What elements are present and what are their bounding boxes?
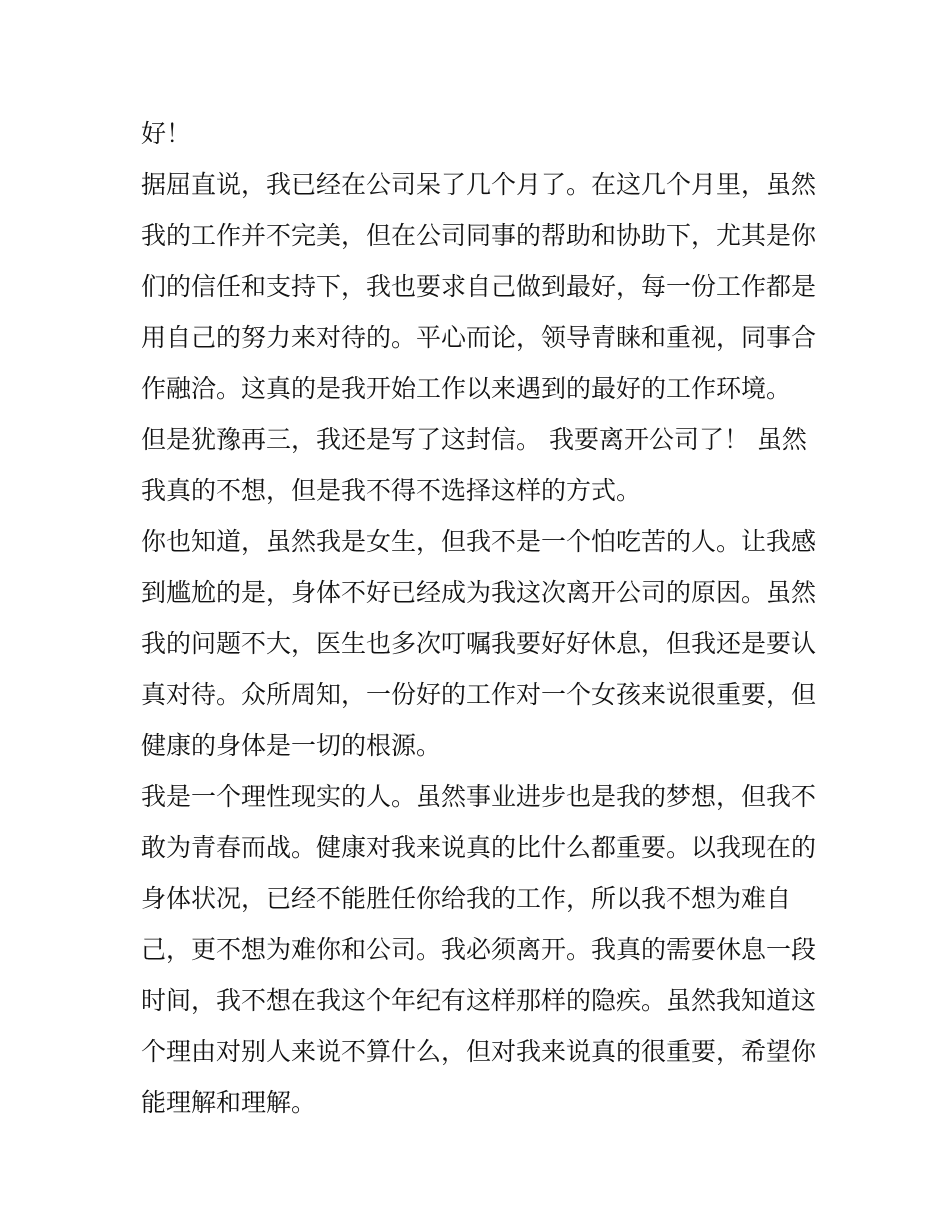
text-line: 个理由对别人来说不算什么，但对我来说真的很重要，希望你 — [141, 1037, 817, 1066]
text-line: 我的问题不大，医生也多次叮嘱我要好好休息，但我还是要认 — [141, 629, 817, 658]
text-line: 身体状况，已经不能胜任你给我的工作，所以我不想为难自 — [141, 884, 792, 913]
text-line: 但是犹豫再三，我还是写了这封信。 我要离开公司了！ 虽然 — [141, 425, 807, 454]
text-line: 健康的身体是一切的根源。 — [141, 731, 442, 760]
text-line: 己，更不想为难你和公司。我必须离开。我真的需要休息一段 — [141, 935, 817, 964]
text-line: 们的信任和支持下，我也要求自己做到最好，每一份工作都是 — [141, 272, 817, 301]
text-line: 能理解和理解。 — [141, 1088, 317, 1117]
text-line: 好！ — [141, 119, 192, 148]
text-line: 我真的不想，但是我不得不选择这样的方式。 — [141, 476, 642, 505]
text-line: 你也知道，虽然我是女生，但我不是一个怕吃苦的人。让我感 — [141, 527, 817, 556]
text-line: 作融洽。这真的是我开始工作以来遇到的最好的工作环境。 — [141, 374, 792, 403]
text-line: 敢为青春而战。健康对我来说真的比什么都重要。以我现在的 — [141, 833, 817, 862]
text-line: 我是一个理性现实的人。虽然事业进步也是我的梦想，但我不 — [141, 782, 817, 811]
text-line: 到尴尬的是，身体不好已经成为我这次离开公司的原因。虽然 — [141, 578, 817, 607]
text-line: 我的工作并不完美，但在公司同事的帮助和协助下，尤其是你 — [141, 221, 817, 250]
text-line: 时间，我不想在我这个年纪有这样那样的隐疾。虽然我知道这 — [141, 986, 817, 1015]
letter-body — [141, 108, 831, 1128]
text-line: 真对待。众所周知，一份好的工作对一个女孩来说很重要，但 — [141, 680, 817, 709]
text-line: 用自己的努力来对待的。平心而论，领导青睐和重视，同事合 — [141, 323, 817, 352]
text-line: 据屈直说，我已经在公司呆了几个月了。在这几个月里，虽然 — [141, 170, 817, 199]
